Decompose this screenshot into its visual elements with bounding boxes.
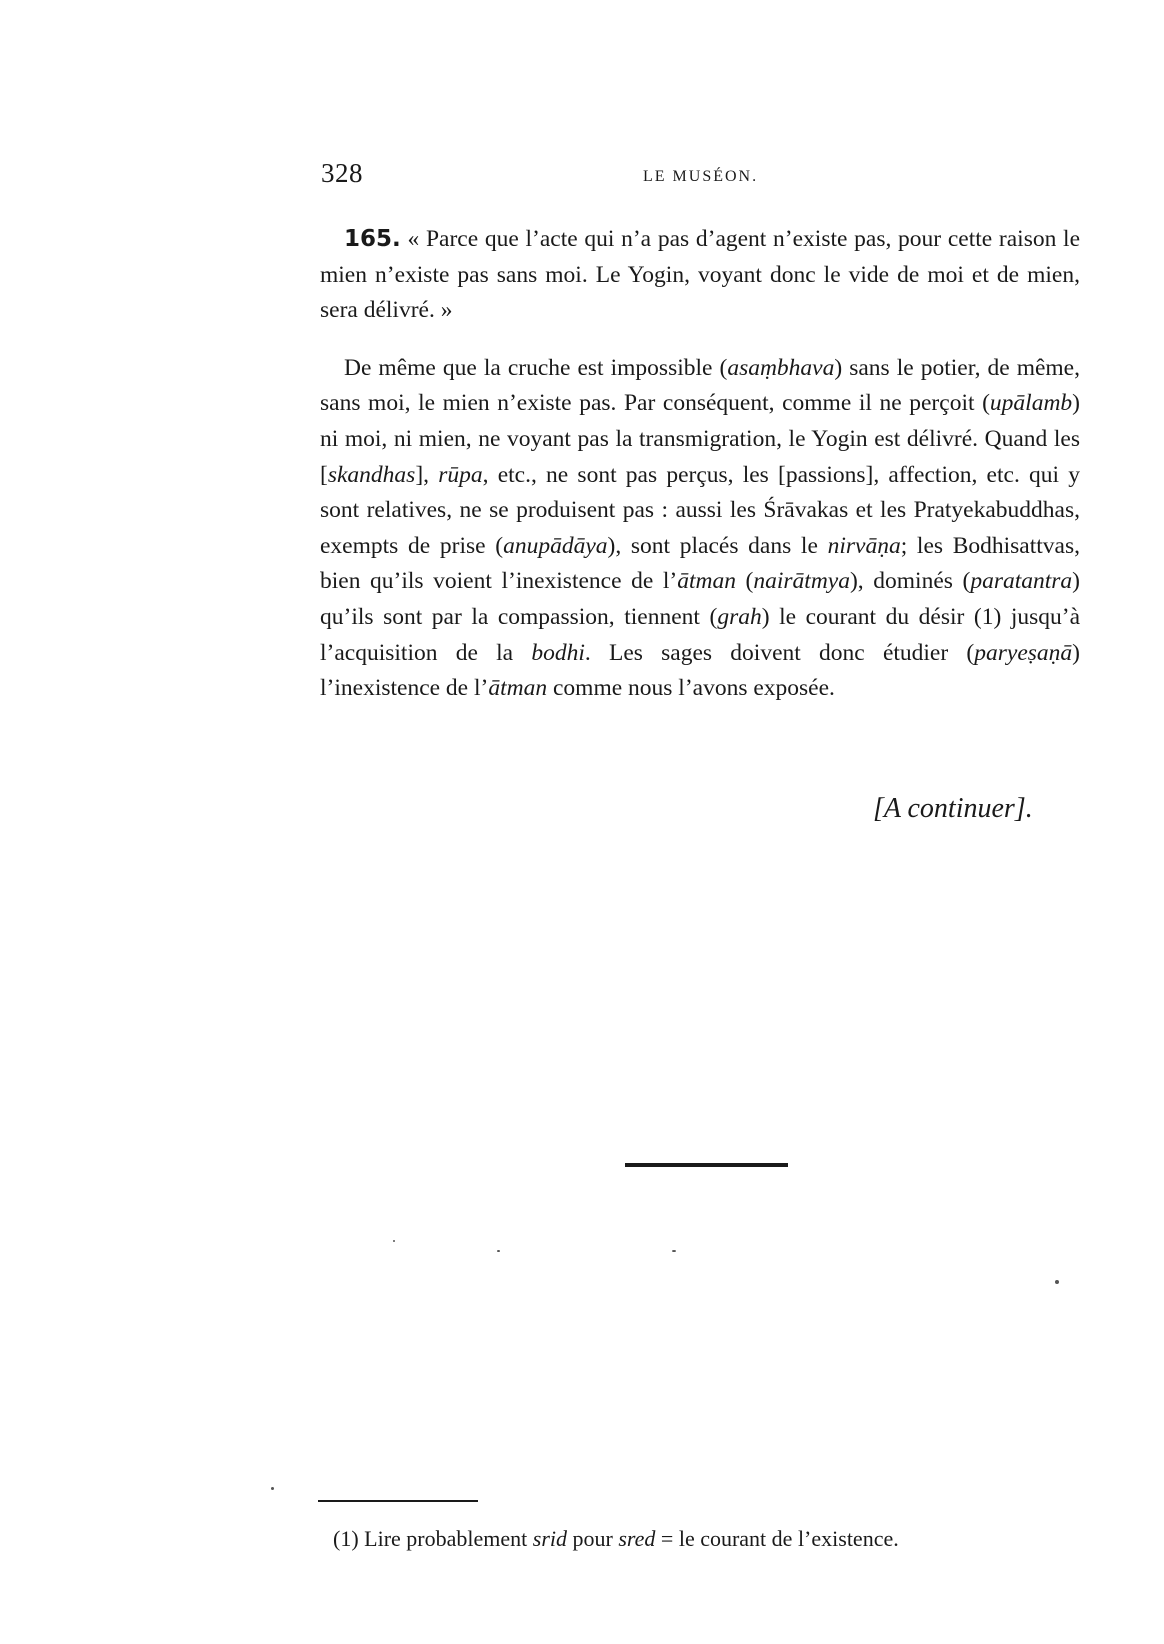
print-speck (271, 1487, 274, 1490)
term-anupadaya: anupādāya (503, 532, 608, 559)
section-end-rule (625, 1163, 788, 1167)
bracket-open: [ (873, 793, 884, 824)
text-run: ) sans le potier, de même, sans moi, le mien n’existe pas. Par conséquent, comme il ne perçoit ( (320, 354, 1080, 417)
print-speck (1055, 1280, 1059, 1284)
text-run: ) ni moi, ni mien, ne voyant pas la transmigration, le Yogin est délivré. Quand les [ (320, 390, 1080, 488)
term-atman: ātman (488, 675, 548, 702)
text-run: Lire probablement (364, 1526, 528, 1551)
text-run: ], (415, 461, 439, 488)
continuation-note (873, 793, 1033, 825)
text-run: ) l’inexistence de l’ (320, 639, 1080, 702)
close-quote: » (440, 297, 453, 324)
paragraph-commentary (320, 351, 1080, 707)
text-run: ) qu’ils sont par la compassion, tiennent ( (320, 568, 1080, 630)
continuation-text: A continuer (883, 793, 1015, 824)
running-title: LE MUSÉON. (643, 168, 759, 185)
paragraph-165 (320, 222, 1080, 329)
bracket-close: ]. (1014, 793, 1033, 824)
term-nirvana: nirvāṇa (827, 532, 901, 559)
term-bodhi: bodhi (531, 639, 585, 666)
print-speck (393, 1240, 395, 1242)
print-speck (497, 1250, 500, 1252)
footnote (333, 1524, 1053, 1554)
term-grah: grah (717, 603, 762, 630)
text-run: comme nous l’avons exposée. (547, 675, 835, 702)
footnote-marker: (1) (333, 1526, 359, 1551)
footnote-rule (318, 1500, 478, 1502)
term-paratantra: paratantra (970, 568, 1073, 595)
term-asambhava: asaṃbhava (727, 354, 835, 381)
verse-text: Parce que l’acte qui n’a pas d’agent n’existe pas, pour cette raison le mien n’existe pas sans moi. Le Yogin, voyant donc le vide de moi et de mien, sera délivré. (320, 226, 1081, 324)
text-run: ) le courant du désir (1) jusqu’à l’acquisition de la (320, 603, 1081, 666)
text-run: ), sont placés dans le (607, 532, 828, 559)
term-rupa: rūpa (438, 461, 483, 488)
term-skandhas: skandhas (327, 461, 416, 488)
text-run: = le courant de l’existence. (660, 1526, 899, 1551)
text-run: ), dominés ( (849, 568, 971, 595)
term-srid: srid (532, 1526, 568, 1551)
term-nairatmya: nairātmya (753, 568, 850, 595)
print-speck (672, 1250, 676, 1252)
text-run: De même que la cruche est impossible ( (344, 354, 728, 381)
term-atman: ātman (677, 568, 736, 595)
page-number: 328 (321, 158, 363, 188)
section-number: 165. (344, 226, 401, 252)
text-run: . Les sages doivent donc étudier ( (584, 639, 975, 666)
text-run: ( (735, 568, 754, 595)
text-run: ; les Bodhisattvas, bien qu’ils voient l’inexistence de l’ (320, 532, 1080, 595)
term-sred: sred (618, 1526, 656, 1551)
text-run: , etc., ne sont pas perçus, les [passions], affection, etc. qui y sont relatives, ne se produisent pas : aussi les Śrāvakas et les Pratyekabuddhas, exempts de prise ( (320, 461, 1080, 559)
open-quote: « (407, 226, 420, 252)
body-text (320, 222, 1080, 707)
term-upalamb: upālamb (989, 390, 1073, 417)
text-run: pour (572, 1526, 613, 1551)
term-paryesana: paryeṣaṇā (974, 639, 1073, 666)
